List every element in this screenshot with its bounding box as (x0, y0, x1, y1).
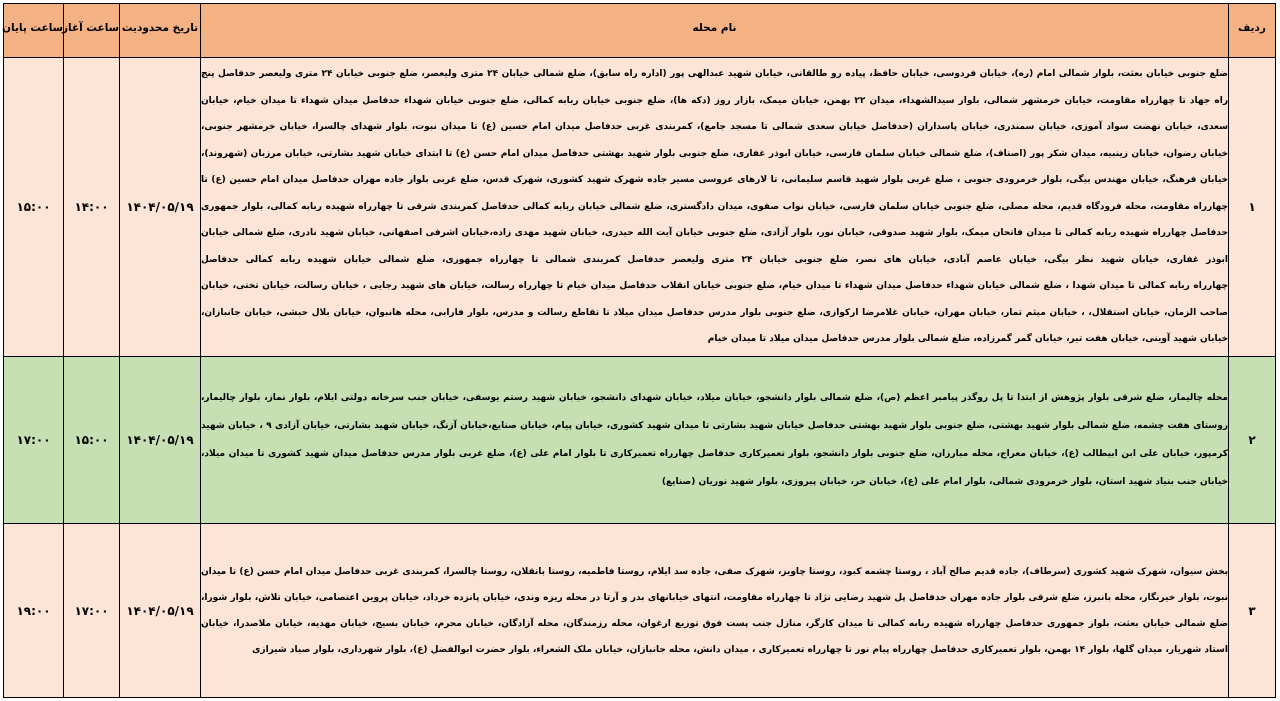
area-line: خیابان رضوان، خیابان زینبیه، میدان شکر پور (اصناف)، ضلع شمالی خیابان سلمان فارسی، خیابان ابوذر غفاری، ضلع جنوبی بلوار شهید بهشتی حدفاصل میدان امام حسن (ع) تا ابتدای خیابان شهید بشارتی، خیابان مرزبان (شهروند)، (201, 148, 1228, 159)
area-line: ابوذر غفاری، خیابان شهید نظر بیگی، خیابان عاصم آبادی، خیابان های نصر، ضلع جنوبی خیابان ۲۴ متری ولیعصر حدفاصل کمربندی شمالی تا چهارراه جمهوری، ضلع شمالی خیابان شهیده ربابه کمالی حدفاصل (201, 254, 1228, 265)
area-line: حدفاصل چهارراه شهیده ربابه کمالی تا میدان فاتحان میمک، بلوار شهید صدوقی، خیابان نور، بلوار آزادی، ضلع جنوبی خیابان آیت الله حیدری، خیابان شهید مهدی زاده،خیابان اشرفی اصفهانی، خیابان شهید نادری، ضلع شمالی خیابان (201, 228, 1228, 239)
area-line: نبوت، بلوار خیرنگار، محله بانبرز، ضلع شرقی بلوار جاده مهران حدفاصل پل شهید رضایی نژاد تا چهارراه مقاومت، انتهای خیابانهای بدر و آرتا در محله ریزه وندی، خیابان پانزده خرداد، خیابان پروین اعتصامی، خیابان تلاش، بلوار شورا، (201, 592, 1228, 603)
area-line: راه جهاد تا چهارراه مقاومت، خیابان خرمشهر شمالی، بلوار سیدالشهداء، میدان ۲۲ بهمن، خیابان میمک، بازار روز (دکه ها)، ضلع جنوبی خیابان ربابه کمالی، ضلع جنوبی خیابان شهداء حدفاصل میدان شهداء تا میدان خیام، خیابان (201, 95, 1229, 106)
start-time-cell: ۱۴:۰۰ (64, 58, 120, 357)
area-line: خیابان شهید آوینی، خیابان هفت تیر، خیابان گمر گمرزاده، ضلع شمالی بلوار مدرس حدفاصل میدان میلاد تا میدان خیام (707, 334, 1228, 345)
end-time-cell: ۱۵:۰۰ (4, 58, 64, 357)
header-row (4, 4, 1276, 58)
header-area-name: نام محله (201, 4, 1229, 58)
area-names-cell (201, 524, 1229, 698)
area-line: ضلع جنوبی خیابان بعثت، بلوار شمالی امام (ره)، خیابان فردوسی، خیابان حافظ، پیاده رو طالقانی، خیابان شهید عبدالهی پور (اداره راه سابق)، ضلع شمالی خیابان ۲۴ متری ولیعصر، ضلع جنوبی خیابان ۲۴ متری ولیعصر حدفاصل پنج (201, 69, 1228, 80)
header-end-time: ساعت پایان (4, 4, 64, 58)
header-start-time: ساعت آغاز (64, 4, 120, 58)
end-time-cell: ۱۷:۰۰ (4, 357, 64, 524)
row-number-cell: ۳ (1229, 524, 1276, 698)
area-line: محله چالیمار، ضلع شرقی بلوار پژوهش از ابتدا تا پل روگذر پیامبر اعظم (ص)، ضلع شمالی بلوار دانشجو، خیابان میلاد، خیابان شهدای دانشجو، خیابان شهید رستم یوسفی، خیابان جنب سرخانه دولتی ایلام، بلوار نماز، بلوار چالیمار، (201, 393, 1228, 403)
restriction-date-cell: ۱۴۰۴/۰۵/۱۹ (120, 58, 201, 357)
restriction-date-cell: ۱۴۰۴/۰۵/۱۹ (120, 357, 201, 524)
table-row (4, 357, 1276, 524)
row-number-cell: ۱ (1229, 58, 1276, 357)
header-restriction-date: تاریخ محدودیت (120, 4, 201, 58)
start-time-cell: ۱۷:۰۰ (64, 524, 120, 698)
table-row (4, 524, 1276, 698)
end-time-cell: ۱۹:۰۰ (4, 524, 64, 698)
header-row-number: ردیف (1229, 4, 1276, 58)
row-number-cell: ۲ (1229, 357, 1276, 524)
area-names-cell (201, 58, 1229, 357)
area-line: خیابان جنب بنیاد شهید استان، بلوار خرمرودی شمالی، بلوار امام علی (ع)، خیابان حر، خیابان پیروزی، بلوار شهید نوریان (صنایع) (661, 477, 1228, 487)
area-line: خیابان فرهنگ، خیابان مهندس بیگی، بلوار خرمرودی جنوبی ، ضلع غربی بلوار شهید قاسم سلیمانی، تا لارهای عروسی مسیر جاده شهرک شهید کشوری، شهرک قدس، ضلع غربی بلوار جاده مهران حدفاصل میدان امام حسین (ع) تا (201, 175, 1228, 186)
start-time-cell: ۱۵:۰۰ (64, 357, 120, 524)
restriction-date-cell: ۱۴۰۴/۰۵/۱۹ (120, 524, 201, 698)
area-line: چهارراه ربابه کمالی تا میدان شهدا ، ضلع شمالی خیابان شهداء حدفاصل میدان شهداء تا میدان خیام، ضلع جنوبی خیابان انقلاب حدفاصل میدان خیام تا چهارراه رسالت، خیابان های شهید رجایی ، خیابان رسالت، خیابان تختی، خیابان (201, 281, 1228, 292)
area-line: صاحب الزمان، خیابان استقلال، ، خیابان میثم تمار، خیابان مهران، خیابان غلامرضا ارکوازی، ضلع جنوبی بلوار مدرس حدفاصل میدان میلاد تا تقاطع رسالت و مدرس، بلوار فارابی، محله هانبوان، خیابان بلال حبشی، خیابان جانبازان، (201, 307, 1228, 318)
area-names-cell (201, 357, 1229, 524)
area-line: چهارراه مقاومت، محله فرودگاه قدیم، محله مصلی، ضلع جنوبی خیابان سلمان فارسی، خیابان نواب صفوی، میدان دادگستری، ضلع شمالی خیابان ربابه کمالی حدفاصل کمربندی شرقی تا چهارراه شهیده ربابه کمالی، بلوار جمهوری (201, 201, 1228, 212)
table-row (4, 58, 1276, 357)
area-line: استاد شهریار، میدان گلها، بلوار ۱۴ بهمن، بلوار تعمیرکاری حدفاصل چهارراه پیام نور تا چهارراه تعمیرکاری ، میدان دانش، محله جانبازان، خیابان ملک الشعراء، بلوار حضرت ابوالفضل (ع)، بلوار شهرداری، بلوار صیاد شیرازی (252, 644, 1228, 655)
area-line: روستای هفت چشمه، ضلع شمالی بلوار شهید بهشتی، ضلع جنوبی بلوار شهید بهشتی حدفاصل خیابان شهید بشارتی تا میدان شهید کشوری، خیابان پیام، خیابان صنایع،خیابان آزنگ، خیابان شهید بشارتی، خیابان آزادی ۹ ، خیابان شهید (201, 421, 1228, 431)
restriction-schedule-table (3, 3, 1276, 698)
area-line: بخش سیوان، شهرک شهید کشوری (سرطاف)، جاده قدیم صالح آباد ، روستا چشمه کبود، روستا چاویز، شهرک صفی، جاده سد ایلام، روستا فاطمیه، روستا بانقلان، روستا چالسرا، کمربندی غربی حدفاصل میدان امام حسن (ع) تا میدان (201, 566, 1228, 577)
area-line: سعدی، خیابان نهضت سواد آموزی، خیابان سمندری، خیابان پاسداران (حدفاصل خیابان سعدی شمالی تا مسجد جامع)، کمربندی غربی حدفاصل میدان امام حسین (ع) تا میدان نبوت، بلوار شهدای چالسرا، خیابان خرمشهر جنوبی، (201, 122, 1228, 133)
area-line: کرمپور، خیابان علی ابن ابیطالب (ع)، خیابان معراج، محله مبارزان، ضلع جنوبی بلوار دانشجو، بلوار تعمیرکاری حدفاصل چهارراه تعمیرکاری تا بلوار امام علی (ع)، ضلع غربی بلوار مدرس حدفاصل میدان شهید کشوری تا میدان میلاد، (201, 449, 1228, 459)
area-line: ضلع شمالی خیابان بعثت، بلوار جمهوری حدفاصل چهارراه شهیده ربابه کمالی تا میدان کارگر، منازل جنب پست فوق توزیع ارغوان، محله رزمندگان، محله آزادگان، خیابان محرم، خیابان بسیج، خیابان مهدیه، خیابان ملاصدرا، خیابان (201, 618, 1228, 629)
